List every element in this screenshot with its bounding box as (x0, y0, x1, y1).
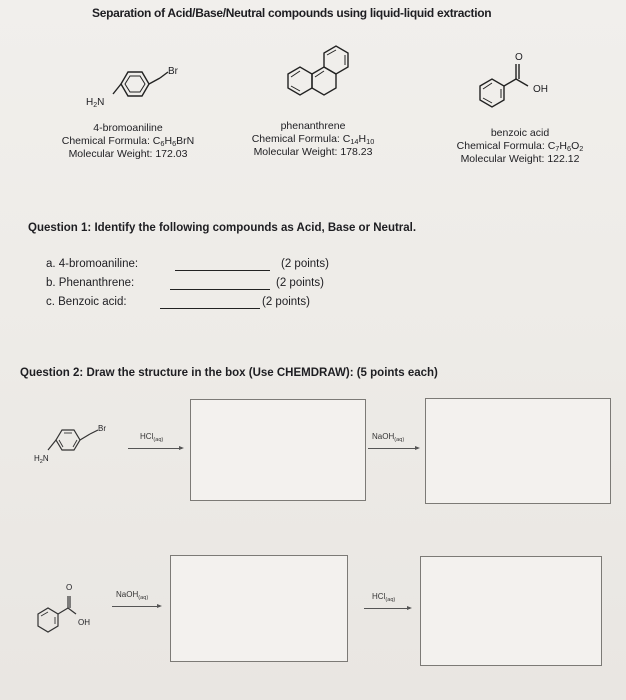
q2-bromine-label: Br (98, 424, 106, 433)
phenanthrene-mw: Molecular Weight: 178.23 (253, 146, 373, 158)
q2-answer-box-3[interactable] (170, 555, 348, 662)
q2-row2-arrow-2 (364, 608, 410, 609)
q2-oxygen-label: O (66, 583, 73, 592)
benzoic-acid-caption (440, 127, 600, 166)
q1b-points: (2 points) (276, 277, 324, 289)
phenanthrene-caption (238, 120, 388, 159)
bromoaniline-mw: Molecular Weight: 172.03 (68, 148, 188, 160)
hydroxyl-label: OH (533, 84, 548, 95)
q1b-label: b. Phenanthrene: (46, 277, 135, 289)
q1a-label: a. 4-bromoaniline: (46, 258, 139, 270)
q2-row1-arrow-2 (368, 448, 418, 449)
q2-benzoic-acid-structure (30, 588, 100, 638)
bromoaniline-caption (38, 122, 218, 161)
q2-row2-arrow-1 (112, 606, 160, 607)
page-title: Separation of Acid/Base/Neutral compounds using liquid-liquid extraction (92, 6, 492, 20)
q2-row1-reagent-1: HCl$_{(aq)}$ (140, 432, 164, 443)
q2-amine-label: $H_2N$ (34, 454, 49, 465)
phenanthrene-formula: Chemical Formula: $C_{14}H_{10}$ (251, 133, 375, 146)
q1c-answer-line[interactable] (160, 308, 260, 309)
bromoaniline-name: 4-bromoaniline (93, 122, 163, 134)
benzoic-acid-formula: Chemical Formula: $C_7H_6O_2$ (456, 140, 584, 153)
bromoaniline-formula: Chemical Formula: $C_6H_6BrN$ (61, 135, 195, 148)
q2-row2-reagent-1: NaOH$_{(aq)}$ (116, 590, 149, 601)
question-2-prompt: Question 2: Draw the structure in the box (Use CHEMDRAW): (5 points each) (20, 367, 438, 379)
q1c-label: c. Benzoic acid: (46, 296, 127, 308)
q2-answer-box-1[interactable] (190, 399, 366, 501)
q1a-points: (2 points) (281, 258, 329, 270)
phenanthrene-structure (274, 38, 364, 108)
bromine-atom-label: Br (168, 66, 178, 77)
q2-row1-reagent-2: NaOH$_{(aq)}$ (372, 432, 405, 443)
question-1-prompt: Question 1: Identify the following compounds as Acid, Base or Neutral. (28, 222, 417, 234)
q2-row2-reagent-2: HCl$_{(aq)}$ (372, 592, 396, 603)
benzoic-acid-name: benzoic acid (490, 127, 550, 139)
q2-row1-arrow-1 (128, 448, 182, 449)
q1a-answer-line[interactable] (175, 270, 270, 271)
q2-hydroxyl-label: OH (78, 618, 90, 627)
phenanthrene-name: phenanthrene (280, 120, 346, 132)
q1c-points: (2 points) (262, 296, 310, 308)
q1b-answer-line[interactable] (170, 289, 270, 290)
amine-atom-label: $H_2N$ (86, 97, 105, 109)
q2-answer-box-4[interactable] (420, 556, 602, 666)
q2-answer-box-2[interactable] (425, 398, 611, 504)
carbonyl-oxygen-label: O (515, 52, 523, 63)
benzoic-acid-mw: Molecular Weight: 122.12 (460, 153, 580, 165)
